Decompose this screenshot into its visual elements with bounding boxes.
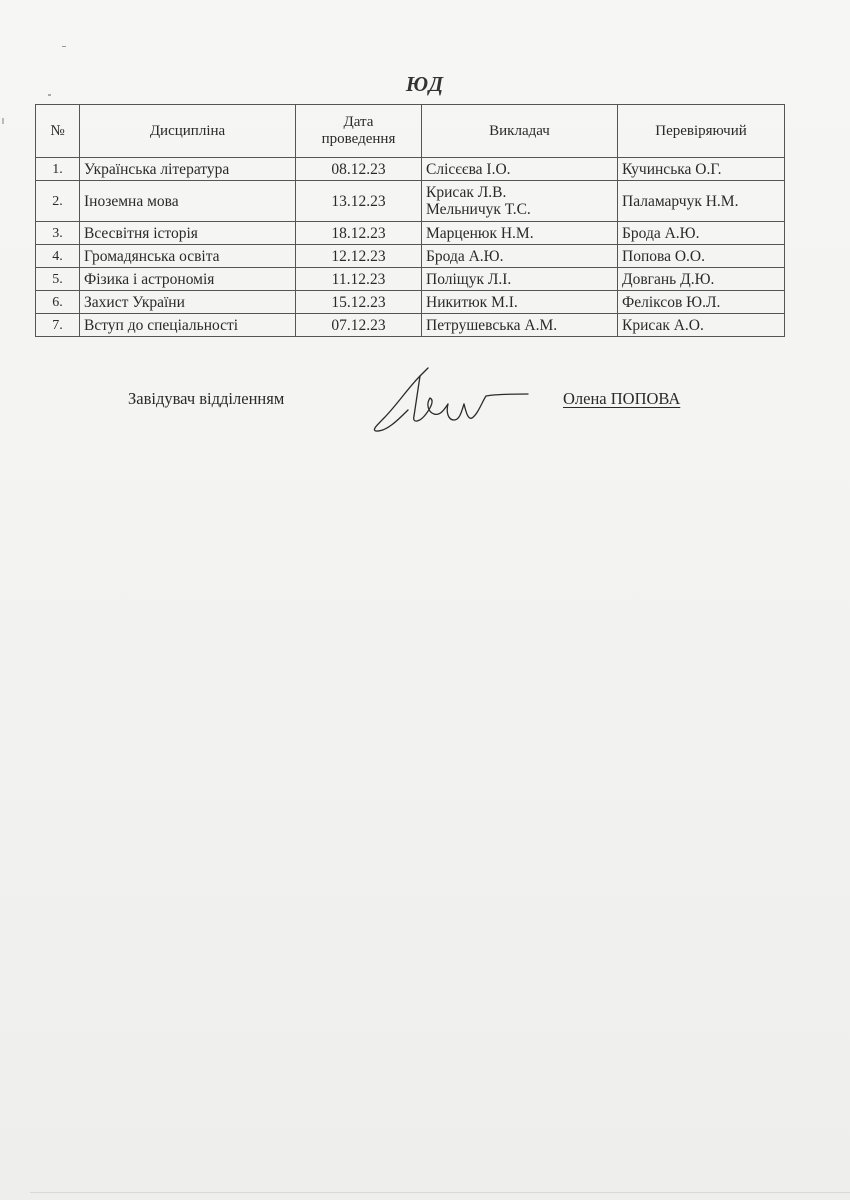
row-teacher: Слісєєва І.О. <box>422 158 618 181</box>
row-date: 15.12.23 <box>296 291 422 314</box>
row-teacher-line2: Мельничук Т.С. <box>426 201 531 218</box>
row-teacher-line1: Крисак Л.В. <box>426 184 507 201</box>
row-checker: Феліксов Ю.Л. <box>618 291 785 314</box>
row-checker: Брода А.Ю. <box>618 222 785 245</box>
row-date: 08.12.23 <box>296 158 422 181</box>
table-header-row <box>36 105 785 158</box>
row-checker: Крисак А.О. <box>618 314 785 337</box>
header-date-line1: Дата <box>343 114 374 130</box>
row-num: 5. <box>36 268 80 291</box>
row-num: 7. <box>36 314 80 337</box>
row-date: 07.12.23 <box>296 314 422 337</box>
header-checker: Перевіряючий <box>618 105 785 158</box>
row-discipline: Іноземна мова <box>80 181 296 222</box>
row-discipline: Всесвітня історія <box>80 222 296 245</box>
handwritten-signature <box>368 366 533 436</box>
row-checker: Попова О.О. <box>618 245 785 268</box>
header-discipline: Дисципліна <box>80 105 296 158</box>
header-date-line2: проведення <box>321 131 396 147</box>
row-date: 12.12.23 <box>296 245 422 268</box>
row-teacher: Никитюк М.І. <box>422 291 618 314</box>
row-checker: Довгань Д.Ю. <box>618 268 785 291</box>
row-discipline: Фізика і астрономія <box>80 268 296 291</box>
row-num: 3. <box>36 222 80 245</box>
row-discipline: Вступ до спеціальності <box>80 314 296 337</box>
row-checker: Кучинська О.Г. <box>618 158 785 181</box>
table-row <box>36 268 785 291</box>
schedule-table <box>35 104 785 337</box>
scan-speck <box>2 118 4 124</box>
row-discipline: Українська література <box>80 158 296 181</box>
row-date: 13.12.23 <box>296 181 422 222</box>
row-teacher: Петрушевська А.М. <box>422 314 618 337</box>
table-row <box>36 158 785 181</box>
row-teacher: Брода А.Ю. <box>422 245 618 268</box>
table-row <box>36 245 785 268</box>
row-discipline: Захист України <box>80 291 296 314</box>
row-checker: Паламарчук Н.М. <box>618 181 785 222</box>
row-num: 6. <box>36 291 80 314</box>
scan-speck <box>62 46 66 47</box>
signer-name: Олена ПОПОВА <box>563 389 681 408</box>
header-teacher: Викладач <box>422 105 618 158</box>
table-row <box>36 181 785 222</box>
row-num: 1. <box>36 158 80 181</box>
row-teacher <box>422 181 618 222</box>
header-num: № <box>36 105 80 158</box>
row-date: 11.12.23 <box>296 268 422 291</box>
row-num: 4. <box>36 245 80 268</box>
table-row <box>36 314 785 337</box>
page-edge <box>30 1192 850 1193</box>
row-teacher: Поліщук Л.І. <box>422 268 618 291</box>
position-label: Завідувач відділенням <box>128 389 285 408</box>
table-row <box>36 222 785 245</box>
header-date <box>296 105 422 158</box>
table-row <box>36 291 785 314</box>
row-discipline: Громадянська освіта <box>80 245 296 268</box>
row-date: 18.12.23 <box>296 222 422 245</box>
row-teacher: Марценюк Н.М. <box>422 222 618 245</box>
document-title: ЮД <box>405 72 445 96</box>
row-num: 2. <box>36 181 80 222</box>
